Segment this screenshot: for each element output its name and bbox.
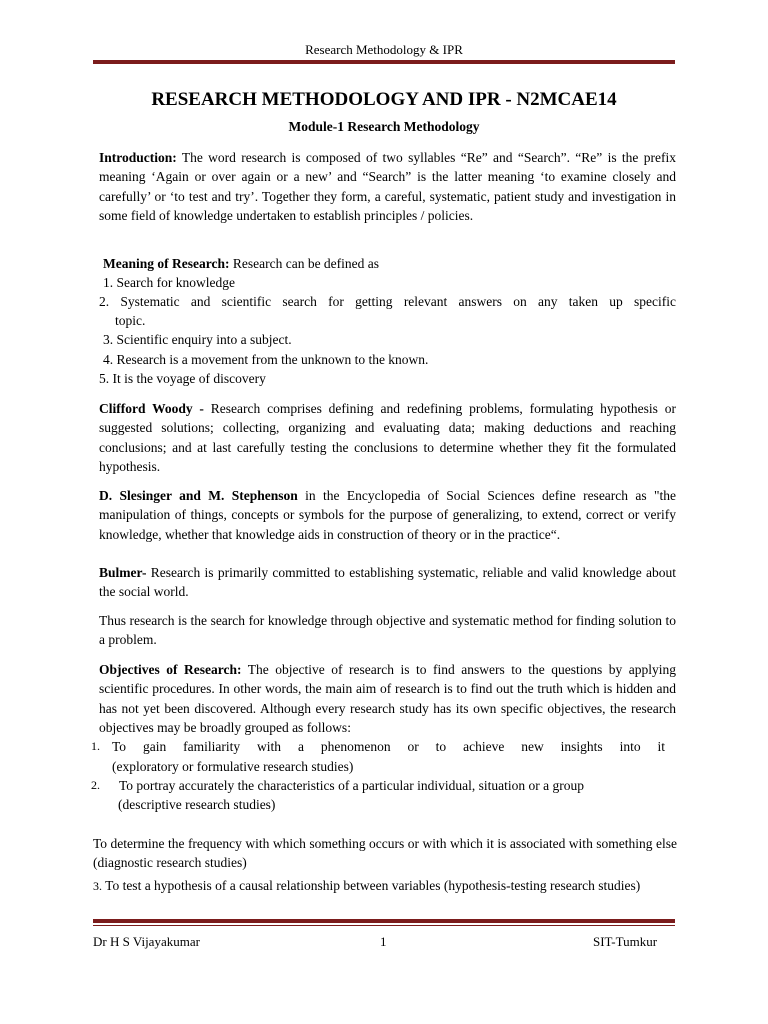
diagnostic-paragraph: To determine the frequency with which something occurs or with which it is associated with something else (diagnostic research studies) [93, 836, 677, 871]
introduction-label: Introduction: [99, 150, 177, 165]
document-title: RESEARCH METHODOLOGY AND IPR - N2MCAE14 [151, 89, 617, 110]
slesinger-label: D. Slesinger and M. Stephenson [99, 488, 298, 503]
list-item: topic. [115, 313, 146, 328]
list-number: 2. [91, 778, 100, 792]
meaning-text: Research can be defined as [232, 256, 380, 271]
list-item: (descriptive research studies) [118, 797, 276, 812]
woody-label: Clifford Woody - [99, 401, 204, 416]
woody-paragraph [99, 399, 676, 477]
meaning-label: Meaning of Research: [103, 256, 230, 271]
list-item: To test a hypothesis of a causal relationship between variables (hypothesis-testing research studies) [105, 878, 641, 893]
introduction-paragraph [99, 148, 676, 226]
footer-institute: SIT-Tumkur [593, 934, 658, 949]
summary-paragraph: Thus research is the search for knowledge through objective and systematic method for finding solution to a problem. [99, 613, 676, 648]
header-rule [93, 60, 675, 64]
list-item: 1. Search for knowledge [103, 275, 235, 290]
list-item: 4. Research is a movement from the unknown to the known. [103, 352, 429, 367]
footer-author: Dr H S Vijayakumar [93, 934, 200, 949]
objectives-paragraph [99, 660, 676, 738]
list-item: (exploratory or formulative research studies) [112, 759, 354, 774]
meaning-heading [103, 254, 379, 273]
list-number: 3. [93, 879, 102, 893]
list-number: 1. [91, 739, 100, 753]
list-item: 5. It is the voyage of discovery [99, 371, 266, 386]
slesinger-text: in the Encyclopedia of Social Sciences define research as "the manipulation of things, concepts or symbols for the purpose of generalizing, to extend, correct or verify knowledge, whether that knowledge aids in construction of theory or in the practice“. [99, 488, 677, 542]
objectives-text: The objective of research is to find answers to the questions by applying scientific procedures. In other words, the main aim of research is to find out the truth which is hidden and has not yet been discovered. Although every research study has its own specific objectives, the research objectives may be broadly grouped as follows: [99, 662, 676, 736]
module-title: Module-1 Research Methodology [288, 119, 480, 134]
page-header: Research Methodology & IPR [305, 42, 463, 57]
bulmer-paragraph [99, 563, 676, 602]
bulmer-label: Bulmer- [99, 565, 147, 580]
list-item: To portray accurately the characteristics of a particular individual, situation or a group [119, 778, 584, 793]
objectives-label: Objectives of Research: [99, 662, 242, 677]
woody-text: Research comprises defining and redefining problems, formulating hypothesis or suggested solutions; collecting, organizing and evaluating data; making deductions and reaching conclusions; and at last carefully testing the conclusions to determine whether they fit the formulated hypothesis. [99, 401, 676, 475]
footer-rule-thin [93, 925, 675, 926]
hypothesis-paragraph [93, 876, 677, 896]
bulmer-text: Research is primarily committed to establishing systematic, reliable and valid knowledge about the social world. [99, 565, 676, 600]
list-item: 3. Scientific enquiry into a subject. [103, 332, 292, 347]
list-item: 2. Systematic and scientific search for getting relevant answers on any taken up specific [99, 294, 676, 309]
introduction-text: The word research is composed of two syllables “Re” and “Search”. “Re” is the prefix meaning ‘Again or over again or a new’ and “Search” is the latter meaning ‘to examine closely and carefully’ or ‘to test and try’. Together they form, a careful, systematic, patient study and investigation in some field of knowledge undertaken to establish principles / policies. [99, 150, 676, 224]
list-item: To gain familiarity with a phenomenon or to achieve new insights into it [112, 739, 665, 754]
footer-rule [93, 919, 675, 923]
page-number: 1 [380, 934, 387, 949]
slesinger-paragraph [99, 486, 676, 544]
